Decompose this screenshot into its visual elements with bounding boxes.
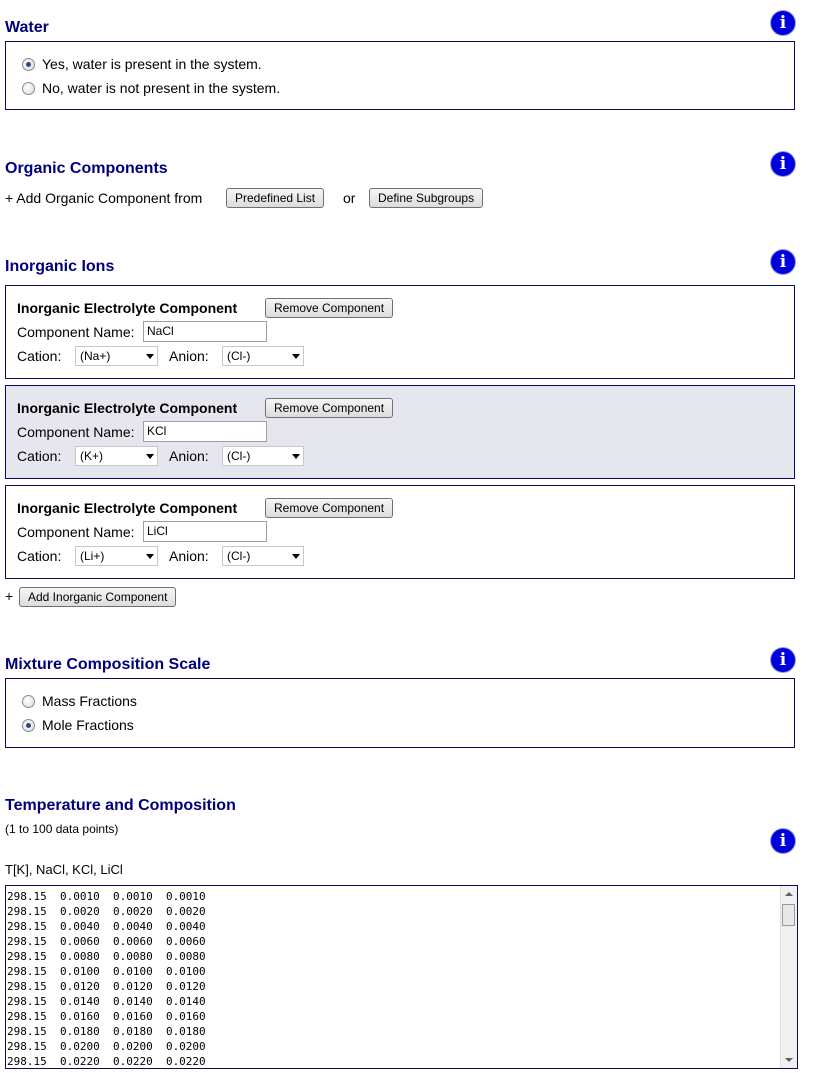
water-yes-label: Yes, water is present in the system. xyxy=(42,56,262,72)
cation-value: (Li+) xyxy=(80,549,105,563)
inorganic-component-panel xyxy=(5,385,795,479)
anion-value: (Cl-) xyxy=(227,549,251,563)
add-inorganic-prefix: + xyxy=(5,588,14,604)
cation-select[interactable] xyxy=(75,446,158,466)
scale-panel xyxy=(5,678,795,748)
scroll-up-arrow-icon[interactable] xyxy=(785,892,793,896)
remove-component-button[interactable]: Remove Component xyxy=(265,298,393,318)
radio-button[interactable] xyxy=(22,695,35,708)
data-text: 298.15 0.0010 0.0010 0.0010 298.15 0.0020 0.0020 0.0020 298.15 0.0040 0.0040 0.0040 298.15 0.0060 0.0060 0.0060 298.15 0.0080 0.0080 0.0080 298.15 0.0100 0.0100 0.0100 298.15 0.0120 0.0120 0.0120 298.15 0.0140 0.0140 0.0140 298.15 0.0160 0.0160 0.0160 298.15 0.0180 0.0180 0.0180 298.15 0.0200 0.0200 0.0200 298.15 0.0220 0.0220 0.0220 xyxy=(7,890,206,1068)
water-heading: Water xyxy=(5,19,49,36)
anion-label: Anion: xyxy=(169,448,209,464)
mole-fractions-label: Mole Fractions xyxy=(42,717,134,733)
columns-label: T[K], NaCl, KCl, LiCl xyxy=(5,862,123,877)
inorganic-heading: Inorganic Ions xyxy=(5,258,115,275)
add-organic-text: + Add Organic Component from xyxy=(5,190,203,206)
temp-heading: Temperature and Composition xyxy=(5,797,236,814)
info-icon[interactable]: i xyxy=(771,648,795,672)
component-name-input[interactable]: LiCl xyxy=(143,521,267,542)
add-inorganic-component-button[interactable]: Add Inorganic Component xyxy=(19,587,176,607)
component-name-label: Component Name: xyxy=(17,524,135,540)
anion-label: Anion: xyxy=(169,548,209,564)
remove-component-button[interactable]: Remove Component xyxy=(265,498,393,518)
info-icon[interactable]: i xyxy=(771,829,795,853)
component-name-label: Component Name: xyxy=(17,424,135,440)
inorganic-component-panel xyxy=(5,285,795,379)
data-points-hint: (1 to 100 data points) xyxy=(5,822,119,836)
chevron-down-icon xyxy=(146,454,154,459)
data-textarea[interactable] xyxy=(5,885,798,1069)
radio-button[interactable] xyxy=(22,82,35,95)
radio-button[interactable] xyxy=(22,58,35,71)
predefined-list-button[interactable]: Predefined List xyxy=(226,188,324,208)
anion-select[interactable] xyxy=(222,546,304,566)
water-no-option[interactable] xyxy=(22,80,280,96)
anion-value: (Cl-) xyxy=(227,349,251,363)
component-title: Inorganic Electrolyte Component xyxy=(17,500,238,516)
chevron-down-icon xyxy=(292,554,300,559)
scrollbar-thumb[interactable] xyxy=(782,904,795,926)
remove-component-button[interactable]: Remove Component xyxy=(265,398,393,418)
anion-value: (Cl-) xyxy=(227,449,251,463)
water-yes-option[interactable] xyxy=(22,56,262,72)
water-no-label: No, water is not present in the system. xyxy=(42,80,281,96)
or-text: or xyxy=(343,190,356,206)
component-title: Inorganic Electrolyte Component xyxy=(17,400,238,416)
cation-label: Cation: xyxy=(17,548,62,564)
anion-select[interactable] xyxy=(222,346,304,366)
info-icon[interactable]: i xyxy=(771,152,795,176)
component-name-input[interactable]: KCl xyxy=(143,421,267,442)
info-icon[interactable]: i xyxy=(771,250,795,274)
info-icon[interactable]: i xyxy=(771,11,795,35)
chevron-down-icon xyxy=(146,554,154,559)
mass-fractions-label: Mass Fractions xyxy=(42,693,137,709)
chevron-down-icon xyxy=(146,354,154,359)
chevron-down-icon xyxy=(292,454,300,459)
component-title: Inorganic Electrolyte Component xyxy=(17,300,238,316)
inorganic-component-panel xyxy=(5,485,795,579)
cation-select[interactable] xyxy=(75,346,158,366)
define-subgroups-button[interactable]: Define Subgroups xyxy=(369,188,483,208)
component-name-input[interactable]: NaCl xyxy=(143,321,267,342)
cation-value: (Na+) xyxy=(80,349,111,363)
water-panel xyxy=(5,41,795,110)
scale-heading: Mixture Composition Scale xyxy=(5,656,211,673)
cation-label: Cation: xyxy=(17,348,62,364)
component-name-label: Component Name: xyxy=(17,324,135,340)
mole-fractions-option[interactable] xyxy=(22,717,134,733)
anion-select[interactable] xyxy=(222,446,304,466)
cation-label: Cation: xyxy=(17,448,62,464)
organic-heading: Organic Components xyxy=(5,160,168,177)
scrollbar[interactable] xyxy=(780,886,797,1068)
chevron-down-icon xyxy=(292,354,300,359)
scroll-down-arrow-icon[interactable] xyxy=(785,1058,793,1062)
mass-fractions-option[interactable] xyxy=(22,693,137,709)
anion-label: Anion: xyxy=(169,348,209,364)
cation-select[interactable] xyxy=(75,546,158,566)
radio-button[interactable] xyxy=(22,719,35,732)
cation-value: (K+) xyxy=(80,449,104,463)
